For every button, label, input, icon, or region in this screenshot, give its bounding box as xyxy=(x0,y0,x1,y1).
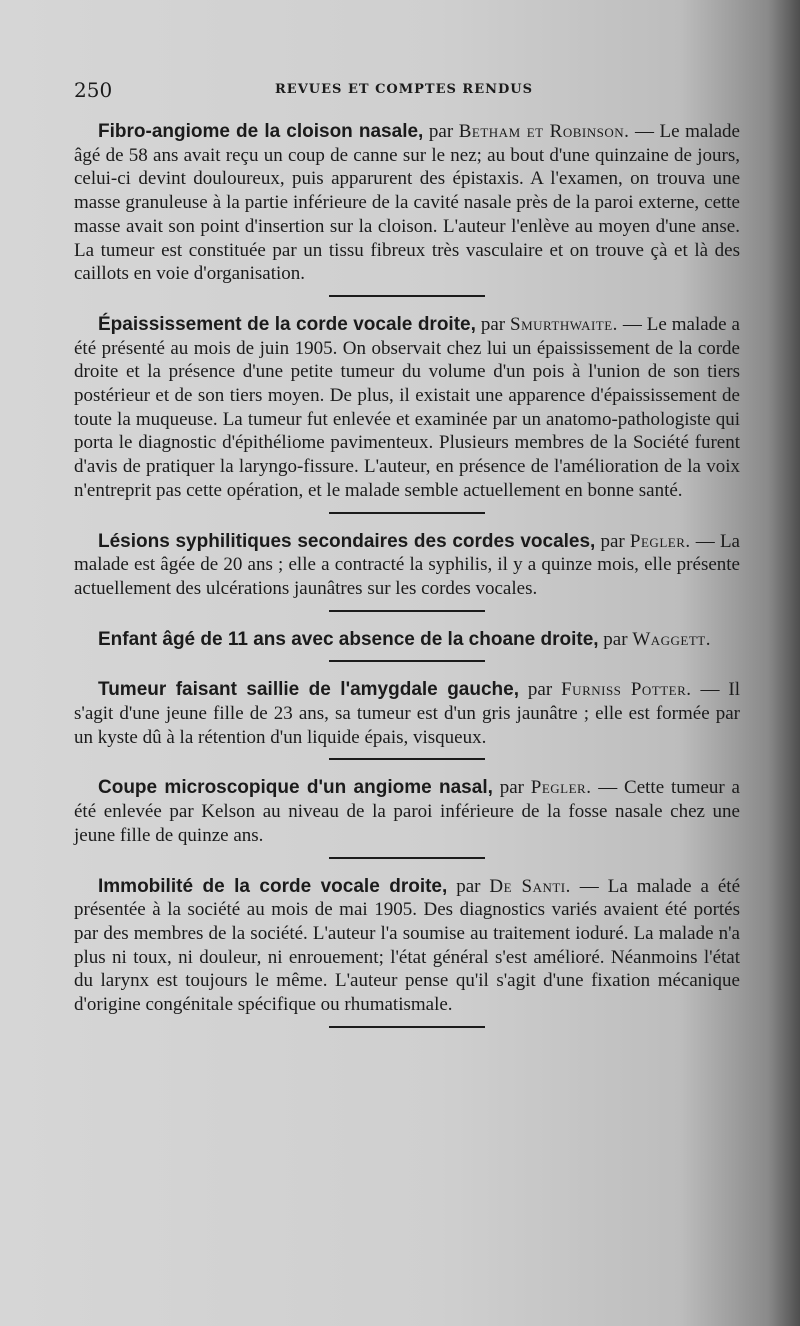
section-divider xyxy=(329,660,485,662)
article-title: Enfant âgé de 11 ans avec absence de la choane droite, xyxy=(98,628,599,650)
article-tumeur-amygdale xyxy=(74,678,740,760)
article-title: Coupe microscopique d'un angiome nasal, xyxy=(98,777,493,799)
article-author: Smurthwaite. xyxy=(510,313,618,335)
article-epaississement xyxy=(74,313,740,514)
article-fibro-angiome xyxy=(74,120,740,297)
article-author: Pegler. xyxy=(530,777,592,799)
section-divider xyxy=(329,857,485,859)
section-divider xyxy=(329,512,485,514)
article-connector: par xyxy=(475,313,511,335)
article-connector: par xyxy=(492,777,531,799)
article-connector: par xyxy=(595,530,630,552)
page-number: 250 xyxy=(74,78,113,102)
article-paragraph xyxy=(74,530,740,601)
article-paragraph xyxy=(74,313,740,503)
article-connector: par xyxy=(447,875,490,897)
article-paragraph xyxy=(74,120,740,286)
section-divider xyxy=(329,758,485,760)
article-paragraph xyxy=(74,776,740,847)
article-body: — Il s'agit d'une jeune fille de 23 ans, sa tumeur est d'un gris jaunâtre ; elle est formée par un kyste dû à la rétention d'un liquide épais, visqueux. xyxy=(74,679,740,748)
article-list xyxy=(74,120,740,1044)
article-paragraph xyxy=(74,875,740,1017)
article-title: Lésions syphilitiques secondaires des cordes vocales, xyxy=(98,530,596,552)
article-body: — La malade est âgée de 20 ans ; elle a contracté la syphilis, il y a quinze mois, elle présente actuellement des ulcérations jaunâtres sur les cordes vocales. xyxy=(74,530,740,599)
article-connector: par xyxy=(423,121,459,142)
running-title: REVUES ET COMPTES RENDUS xyxy=(275,82,533,97)
section-divider xyxy=(329,1026,485,1028)
article-author: Waggett. xyxy=(632,628,711,650)
article-paragraph xyxy=(74,678,740,749)
article-lesions-syphilitiques xyxy=(74,530,740,612)
article-body: — Le malade âgé de 58 ans avait reçu un coup de canne sur le nez; au bout d'une quinzaine de jours, celui-ci devint douloureux, puis apparurent des épistaxis. A l'examen, on trouva une masse granuleuse à la partie inférieure de la cavité nasale près de la paroi externe, cette masse avait son point d'insertion sur la cloison. L'auteur l'enlève au moyen d'une anse. La tumeur est constituée par un tissu fibreux très vasculaire et on trouve çà et là des caillots en voie d'organisation. xyxy=(74,121,740,285)
article-body: — Cette tumeur a été enlevée par Kelson au niveau de la paroi inférieure de la fosse nasale chez une jeune fille de quinze ans. xyxy=(74,777,740,846)
article-title: Épaississement de la corde vocale droite, xyxy=(98,313,476,335)
article-title: Tumeur faisant saillie de l'amygdale gauche, xyxy=(98,679,519,701)
article-enfant-choane xyxy=(74,628,740,663)
article-coupe-angiome xyxy=(74,776,740,858)
page-header xyxy=(74,78,734,108)
article-author: Furniss Potter. xyxy=(561,679,692,701)
section-divider xyxy=(329,295,485,297)
article-connector: par xyxy=(519,679,562,701)
article-connector: par xyxy=(598,628,633,650)
article-body: — Le malade a été présenté au mois de juin 1905. On observait chez lui un épaississement de la corde droite et la présence d'une petite tumeur du volume d'un pois à l'union de son tiers postérieur et de son tiers moyen. De plus, il existait une apparence d'épaississement de toute la muqueuse. La tumeur fut enlevée et examinée par un anatomo-pathologiste qui porta le diagnostic d'épithéliome pavimenteux. Plusieurs membres de la Société furent d'avis de pratiquer la laryngo-fissure. L'auteur, en présence de l'amélioration de la voix n'entreprit pas cette opération, et le malade semble actuellement en bonne santé. xyxy=(74,313,740,501)
article-title: Immobilité de la corde vocale droite, xyxy=(98,875,448,897)
article-author: Betham et Robinson. xyxy=(458,121,630,142)
article-body: — La malade a été présentée à la société au mois de mai 1905. Des diagnostics variés avaient été portés par des membres de la société. L'auteur l'a soumise au traitement ioduré. La malade n'a plus ni toux, ni douleur, ni enrouement; l'état général s'est amélioré. Néanmoins l'état du larynx est toujours le même. L'auteur pense qu'il s'agit d'une fixation mécanique d'origine congénitale spécifique ou rhumatismale. xyxy=(74,875,741,1016)
article-title: Fibro-angiome de la cloison nasale, xyxy=(98,121,424,142)
article-author: Pegler. xyxy=(629,530,691,552)
article-immobilite xyxy=(74,875,740,1028)
article-paragraph xyxy=(74,628,740,652)
article-author: De Santi. xyxy=(489,875,571,897)
section-divider xyxy=(329,610,485,612)
